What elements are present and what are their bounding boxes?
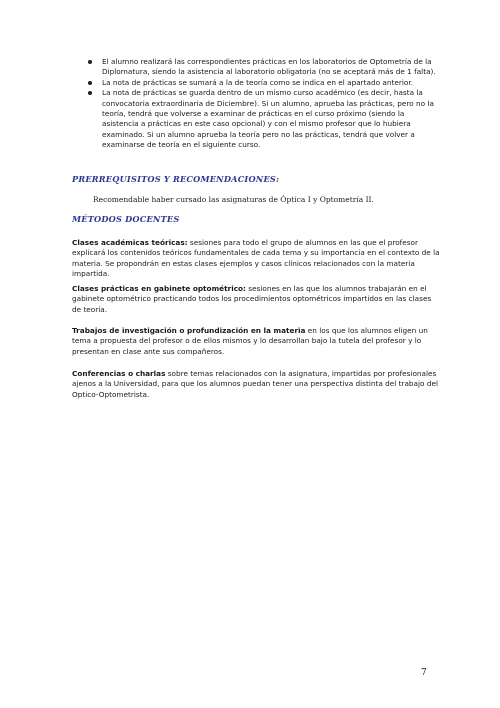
- page-number: 7: [421, 668, 427, 678]
- method-description: sesiones para todo el grupo de alumnos en las que el profesor explicará los contenidos teóricos fundamentales de cada tema y su importancia en el contexto de la materia. Se propondrán en estas clases ejemplos y casos clínicos relacionados con la materia impartida.: [72, 238, 440, 279]
- teaching-methods-heading: MÉTODOS DOCENTES: [72, 214, 180, 224]
- list-item: [88, 78, 436, 88]
- method-title: Trabajos de investigación o profundización en la materia: [72, 326, 306, 335]
- method-title: Conferencias o charlas: [72, 369, 166, 378]
- bullet-icon: [88, 91, 92, 95]
- method-title: Clases prácticas en gabinete optométrico:: [72, 284, 246, 293]
- list-item-text: El alumno realizará las correspondientes prácticas en los laboratorios de Optometría de la Diplomatura, siendo la asistencia al laboratorio obligatoria (no se aceptará más de 1 falta).: [102, 57, 436, 77]
- method-description: sobre temas relacionados con la asignatura, impartidas por profesionales ajenos a la Universidad, para que los alumnos puedan tener una perspectiva distinta del trabajo del Optico-Optometrista.: [72, 369, 438, 399]
- method-paragraph: [72, 238, 440, 280]
- method-description: en los que los alumnos eligen un tema a propuesta del profesor o de ellos mismos y lo desarrollan bajo la tutela del profesor y lo presentan en clase ante sus compañeros.: [72, 326, 428, 356]
- list-item: [88, 88, 436, 150]
- list-item-text: La nota de prácticas se sumará a la de teoría como se indica en el apartado anterior.: [102, 77, 414, 87]
- method-paragraph: [72, 369, 440, 400]
- prerequisites-text: Recomendable haber cursado las asignaturas de Óptica I y Optometría II.: [93, 195, 374, 204]
- bullet-icon: [88, 81, 92, 85]
- bullet-icon: [88, 60, 92, 64]
- method-description: sesiones en las que los alumnos trabajarán en el gabinete optométrico practicando todos los procedimientos optométricos impartidos en las clases de teoría.: [72, 284, 432, 314]
- method-title: Clases académicas teóricas:: [72, 238, 188, 247]
- practice-rules-list: [88, 57, 436, 151]
- method-paragraph: [72, 284, 440, 315]
- method-paragraph: [72, 326, 440, 357]
- list-item-text: La nota de prácticas se guarda dentro de un mismo curso académico (es decir, hasta la convocatoria extraordinaria de Diciembre). Si un alumno, aprueba las prácticas, pero no la teoría, tendrá que volverse a examinar de prácticas en el curso próximo (siendo la asistencia a prácticas en este caso opcional) y con el mismo profesor que lo hubiera examinado. Si un alumno aprueba la teoría pero no las prácticas, tendrá que volver a examinarse de teoría en el siguiente curso.: [102, 88, 434, 150]
- list-item: [88, 57, 436, 78]
- prerequisites-heading: PRERREQUISITOS Y RECOMENDACIONES:: [72, 174, 280, 184]
